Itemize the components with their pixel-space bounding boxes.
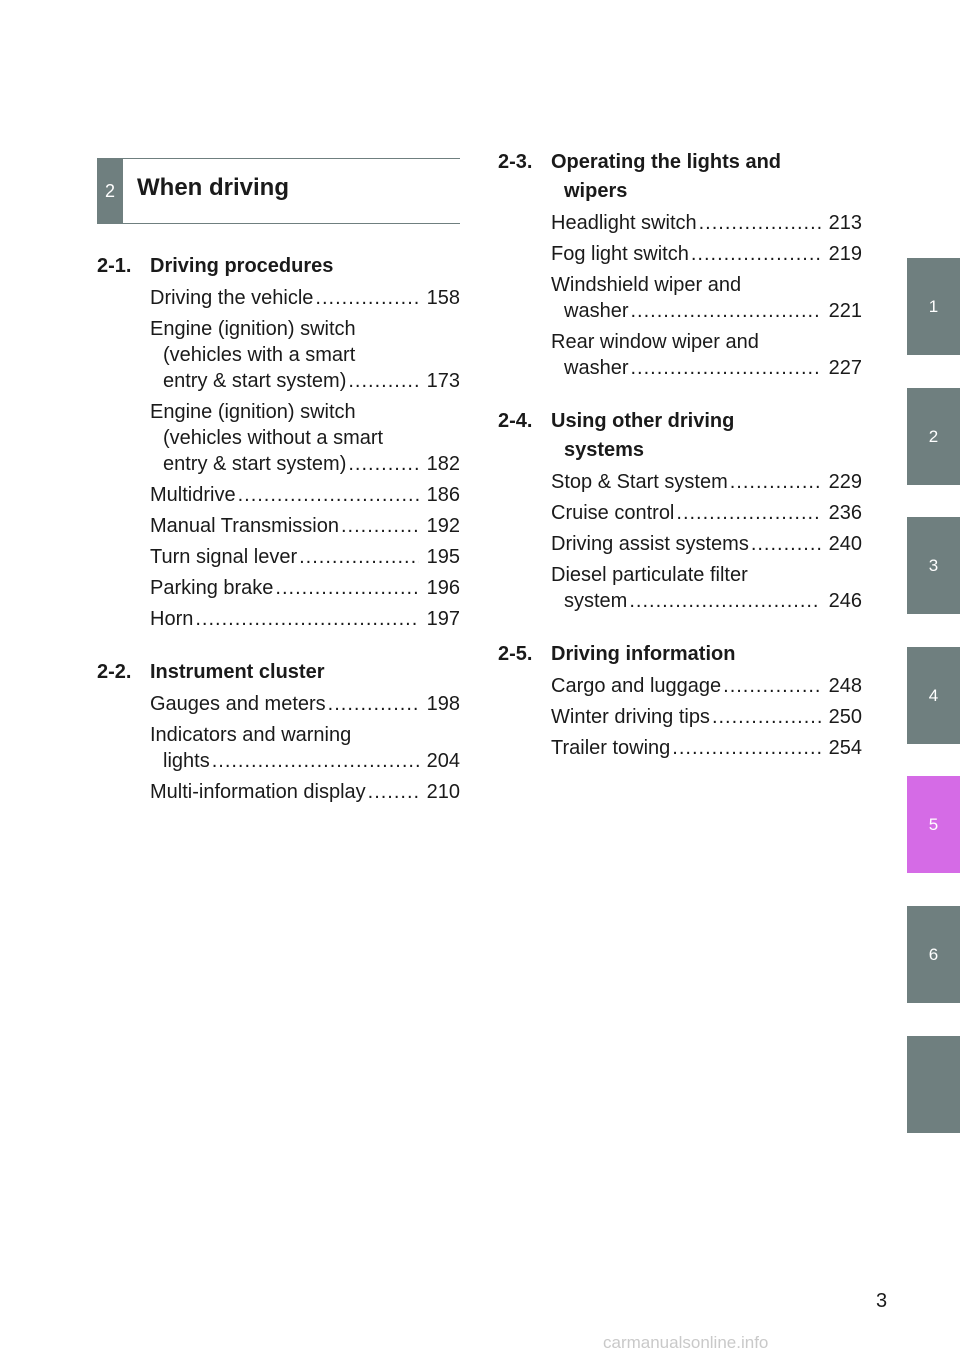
section-number: 2-2. (97, 661, 132, 683)
toc-entry-line: Rear window wiper and (551, 331, 759, 353)
toc-entry-text: Trailer towing (551, 737, 671, 759)
toc-entry-page: 197 (426, 608, 460, 630)
toc-section (498, 640, 862, 761)
toc-entry-last-line (551, 588, 862, 614)
toc-entry-line: (vehicles without a smart (163, 427, 384, 449)
chapter-number: 2 (97, 158, 123, 224)
toc-entry-page: 236 (828, 502, 862, 524)
toc-entry-text: Headlight switch (551, 212, 697, 234)
toc-entry-line: Diesel particulate filter (551, 564, 748, 586)
toc-section (97, 658, 460, 805)
dot-leader (629, 588, 820, 614)
toc-entry-text: Winter driving tips (551, 706, 710, 728)
toc-entry[interactable] (150, 285, 460, 311)
toc-entry-line: Engine (ignition) switch (150, 401, 356, 423)
page-number: 3 (876, 1290, 888, 1312)
dot-leader (315, 285, 418, 311)
toc-entry-text: Driving assist systems (551, 533, 749, 555)
dot-leader (275, 575, 418, 601)
toc-entry[interactable] (551, 531, 862, 557)
toc-entry-text: Gauges and meters (150, 693, 326, 715)
section-title-line: Instrument cluster (150, 661, 325, 683)
toc-entry-page: 246 (828, 590, 862, 612)
dot-leader (751, 531, 821, 557)
toc-entry-last-line (150, 748, 460, 774)
dot-leader (328, 691, 419, 717)
toc-entry-text: Manual Transmission (150, 515, 339, 537)
toc-entry-last-line (150, 691, 460, 717)
toc-section (498, 148, 862, 381)
section-title (150, 252, 460, 281)
dot-leader (630, 355, 820, 381)
toc-entry-page: 198 (426, 693, 460, 715)
toc-entry[interactable] (551, 735, 862, 761)
toc-entry-text: Turn signal lever (150, 546, 298, 568)
section-heading (498, 407, 862, 465)
toc-entry-last-line (150, 285, 460, 311)
toc-entry-text: Multi-information display (150, 781, 366, 803)
toc-entry-last-line (551, 704, 862, 730)
dot-leader (341, 513, 419, 539)
dot-leader (299, 544, 419, 570)
dot-leader (348, 368, 418, 394)
toc-entry-line: Indicators and warning (150, 724, 352, 746)
toc-entry-text: Cargo and luggage (551, 675, 722, 697)
dot-leader (712, 704, 821, 730)
toc-entry-last-line (150, 606, 460, 632)
toc-entry[interactable] (551, 329, 862, 381)
section-heading (498, 148, 862, 206)
toc-entry[interactable] (551, 673, 862, 699)
toc-entry-text: Parking brake (150, 577, 274, 599)
section-title (150, 658, 460, 687)
toc-entry-page: 229 (828, 471, 862, 493)
chapter-tab-3[interactable]: 3 (907, 517, 960, 614)
chapter-header (97, 158, 460, 224)
dot-leader (691, 241, 821, 267)
toc-entry-last-line (150, 482, 460, 508)
toc-entry-text: Horn (150, 608, 194, 630)
toc-entry[interactable] (551, 562, 862, 614)
toc-entry-page: 195 (426, 546, 460, 568)
toc-entry-last-line (150, 451, 460, 477)
section-title-line: Operating the lights and (551, 151, 782, 173)
header-rule-top (123, 158, 460, 159)
toc-entry-page: 219 (828, 243, 862, 265)
toc-entry[interactable] (551, 469, 862, 495)
toc-entry-page: 204 (426, 750, 460, 772)
chapter-tab-5[interactable]: 5 (907, 776, 960, 873)
dot-leader (672, 735, 820, 761)
section-number: 2-4. (498, 410, 533, 432)
dot-leader (195, 606, 418, 632)
dot-leader (368, 779, 419, 805)
dot-leader (630, 298, 820, 324)
toc-entry[interactable] (551, 500, 862, 526)
toc-entry-page: 192 (426, 515, 460, 537)
toc-entry[interactable] (150, 482, 460, 508)
watermark: carmanualsonline.info (603, 1333, 769, 1352)
toc-entry-text: washer (564, 300, 629, 322)
chapter-tab-index[interactable] (907, 1036, 960, 1133)
chapter-tab-2[interactable]: 2 (907, 388, 960, 485)
toc-entry-page: 221 (828, 300, 862, 322)
toc-entry[interactable] (551, 241, 862, 267)
toc-entry[interactable] (150, 606, 460, 632)
toc-entry-last-line (551, 355, 862, 381)
toc-column-left (97, 252, 460, 831)
toc-entry[interactable] (150, 399, 460, 477)
section-heading (498, 640, 862, 669)
toc-entry-text: entry & start system) (163, 370, 347, 392)
toc-entry-page: 213 (828, 212, 862, 234)
toc-entry-page: 186 (426, 484, 460, 506)
toc-entry[interactable] (551, 704, 862, 730)
toc-entry[interactable] (150, 722, 460, 774)
toc-entry-page: 240 (828, 533, 862, 555)
toc-section (498, 407, 862, 614)
toc-entry-last-line (150, 544, 460, 570)
section-title-line: Using other driving (551, 410, 735, 432)
toc-entry-last-line (150, 368, 460, 394)
toc-entry-text: entry & start system) (163, 453, 347, 475)
dot-leader (212, 748, 419, 774)
toc-entry-page: 158 (426, 287, 460, 309)
chapter-title: When driving (137, 174, 289, 201)
section-number: 2-5. (498, 643, 533, 665)
toc-entry-text: Fog light switch (551, 243, 689, 265)
toc-column-right (498, 148, 862, 787)
toc-entry-text: lights (163, 750, 210, 772)
section-title-line: systems (564, 439, 645, 461)
toc-entry-line: Windshield wiper and (551, 274, 742, 296)
toc-entry-last-line (551, 531, 862, 557)
header-rule-bottom (123, 223, 460, 224)
toc-entry[interactable] (150, 575, 460, 601)
toc-entry-text: Stop & Start system (551, 471, 728, 493)
toc-entry[interactable] (150, 691, 460, 717)
section-title (551, 640, 862, 669)
toc-entry-text: Cruise control (551, 502, 675, 524)
toc-section (97, 252, 460, 632)
toc-entry-page: 182 (426, 453, 460, 475)
chapter-tab-1[interactable]: 1 (907, 258, 960, 355)
dot-leader (238, 482, 419, 508)
dot-leader (348, 451, 418, 477)
toc-entry-last-line (551, 673, 862, 699)
toc-entry-last-line (150, 779, 460, 805)
section-number: 2-1. (97, 255, 132, 277)
toc-entry[interactable] (150, 513, 460, 539)
toc-entry-page: 254 (828, 737, 862, 759)
toc-entry-page: 210 (426, 781, 460, 803)
toc-entry-last-line (551, 298, 862, 324)
section-heading (97, 658, 460, 687)
toc-entry-text: washer (564, 357, 629, 379)
toc-entry-last-line (551, 500, 862, 526)
toc-entry-last-line (551, 241, 862, 267)
toc-entry-last-line (551, 210, 862, 236)
section-title-line: Driving information (551, 643, 736, 665)
dot-leader (699, 210, 821, 236)
section-title (551, 148, 862, 206)
chapter-tab-4[interactable]: 4 (907, 647, 960, 744)
toc-entry-page: 248 (828, 675, 862, 697)
section-title-line: Driving procedures (150, 255, 334, 277)
toc-entry-page: 173 (426, 370, 460, 392)
toc-entry-text: Multidrive (150, 484, 236, 506)
toc-entry-page: 250 (828, 706, 862, 728)
section-title-line: wipers (564, 180, 628, 202)
section-heading (97, 252, 460, 281)
dot-leader (723, 673, 820, 699)
toc-entry[interactable] (150, 316, 460, 394)
toc-entry-page: 227 (828, 357, 862, 379)
toc-entry-line: Engine (ignition) switch (150, 318, 356, 340)
section-title (551, 407, 862, 465)
toc-entry-line: (vehicles with a smart (163, 344, 356, 366)
toc-entry-text: system (564, 590, 628, 612)
section-number: 2-3. (498, 151, 533, 173)
toc-entry[interactable] (551, 210, 862, 236)
toc-entry-page: 196 (426, 577, 460, 599)
toc-entry-last-line (551, 735, 862, 761)
toc-entry-last-line (150, 575, 460, 601)
toc-entry-text: Driving the vehicle (150, 287, 314, 309)
toc-entry[interactable] (150, 544, 460, 570)
toc-entry[interactable] (551, 272, 862, 324)
dot-leader (676, 500, 820, 526)
dot-leader (730, 469, 821, 495)
toc-entry-last-line (551, 469, 862, 495)
chapter-tab-6[interactable]: 6 (907, 906, 960, 1003)
toc-entry-last-line (150, 513, 460, 539)
toc-entry[interactable] (150, 779, 460, 805)
